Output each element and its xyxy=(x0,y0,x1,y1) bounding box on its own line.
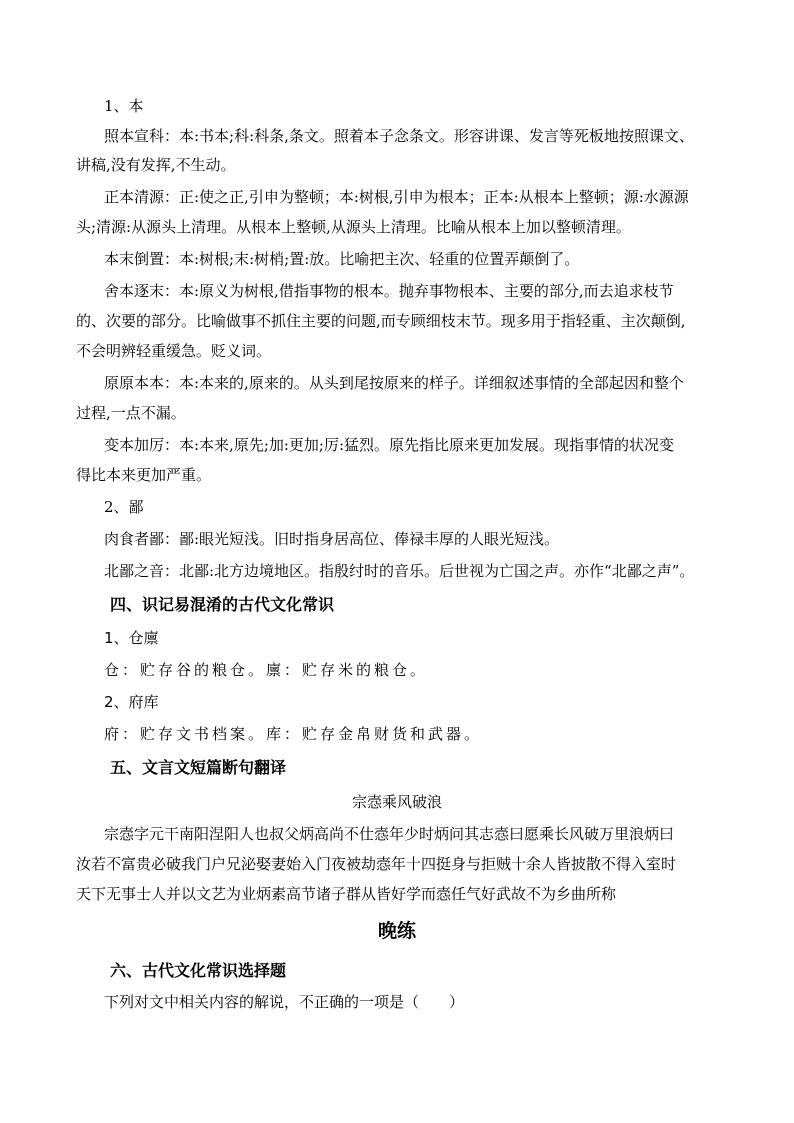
entry-shebenzhumo-line3: 不会明辨轻重缓急。贬义词。 xyxy=(76,342,272,360)
entry-bianbenjiali-line2: 得比本来更加严重。 xyxy=(76,466,212,484)
item-title-cangling: 1、仓廪 xyxy=(104,629,159,647)
section-title-bi: 2、鄙 xyxy=(104,498,144,516)
evening-practice-title: 晚练 xyxy=(377,920,416,942)
entry-bianbenjiali-line1: 变本加厉：本:本来,原先;加:更加;厉:猛烈。原先指比原来更加发展。现指事情的状况变 xyxy=(104,436,675,454)
item-title-fuku: 2、府库 xyxy=(104,693,159,711)
passage-title: 宗悫乘风破浪 xyxy=(351,793,442,811)
entry-yuanyuanbenben-line1: 原原本本：本:本来的,原来的。从头到尾按原来的样子。详细叙述事情的全部起因和整个 xyxy=(104,374,684,392)
entry-yuanyuanbenben-line2: 过程,一点不漏。 xyxy=(76,404,186,422)
entry-zhengbenqingyuan-line1: 正本清源：正:使之正,引申为整顿；本:树根,引申为根本；正本:从根本上整顿；源:水源源 xyxy=(104,188,689,206)
item-text-fuku: 府：贮存文书档案。库：贮存金帛财货和武器。 xyxy=(104,725,483,743)
entry-benmodaozhi: 本末倒置：本:树根;末:树梢;置:放。比喻把主次、轻重的位置弄颠倒了。 xyxy=(104,250,580,268)
entry-zhengbenqingyuan-line2: 头;清源:从源头上清理。从根本上整顿,从源头上清理。比喻从根本上加以整顿清理。 xyxy=(76,218,631,236)
entry-shebenzhumo-line1: 舍本逐末：本:原义为树根,借指事物的根本。抛弃事物根本、主要的部分,而去追求枝节 xyxy=(104,282,674,300)
passage-line-2: 汝若不富贵必破我门户兄泌娶妻始入门夜被劫悫年十四挺身与拒贼十余人皆披散不得入室时 xyxy=(76,855,677,873)
entry-roushizhebi: 肉食者鄙：鄙:眼光短浅。旧时指身居高位、俸禄丰厚的人眼光短浅。 xyxy=(104,530,560,548)
passage-line-3: 天下无事士人并以文艺为业炳素高节诸子群从皆好学而悫任气好武故不为乡曲所称 xyxy=(76,885,617,903)
passage-line-1: 宗悫字元干南阳涅阳人也叔父炳高尚不仕悫年少时炳问其志悫曰愿乘长风破万里浪炳曰 xyxy=(104,825,675,843)
entry-shebenzhumo-line2: 的、次要的部分。比喻做事不抓住主要的问题,而专顾细枝末节。现多用于指轻重、主次颠倒, xyxy=(76,312,686,330)
entry-zhaobenxuanke-line1: 照本宣科：本:书本;科:科条,条文。照着本子念条文。形容讲课、发言等死板地按照课文、 xyxy=(104,127,694,145)
question-text: 下列对文中相关内容的解说，不正确的一项是（ ） xyxy=(104,993,465,1011)
section-title-ben: 1、本 xyxy=(104,97,144,115)
section-heading-4: 四、识记易混淆的古代文化常识 xyxy=(110,595,335,614)
section-heading-5: 五、文言文短篇断句翻译 xyxy=(110,758,287,777)
entry-zhaobenxuanke-line2: 讲稿,没有发挥,不生动。 xyxy=(76,156,236,174)
section-heading-6: 六、古代文化常识选择题 xyxy=(110,961,287,980)
item-text-cangling: 仓：贮存谷的粮仓。廪：贮存米的粮仓。 xyxy=(104,661,429,679)
entry-beibizhiyin: 北鄙之音：北鄙:北方边境地区。指殷纣时的音乐。后世视为亡国之声。亦作“北鄙之声”。 xyxy=(104,562,695,580)
